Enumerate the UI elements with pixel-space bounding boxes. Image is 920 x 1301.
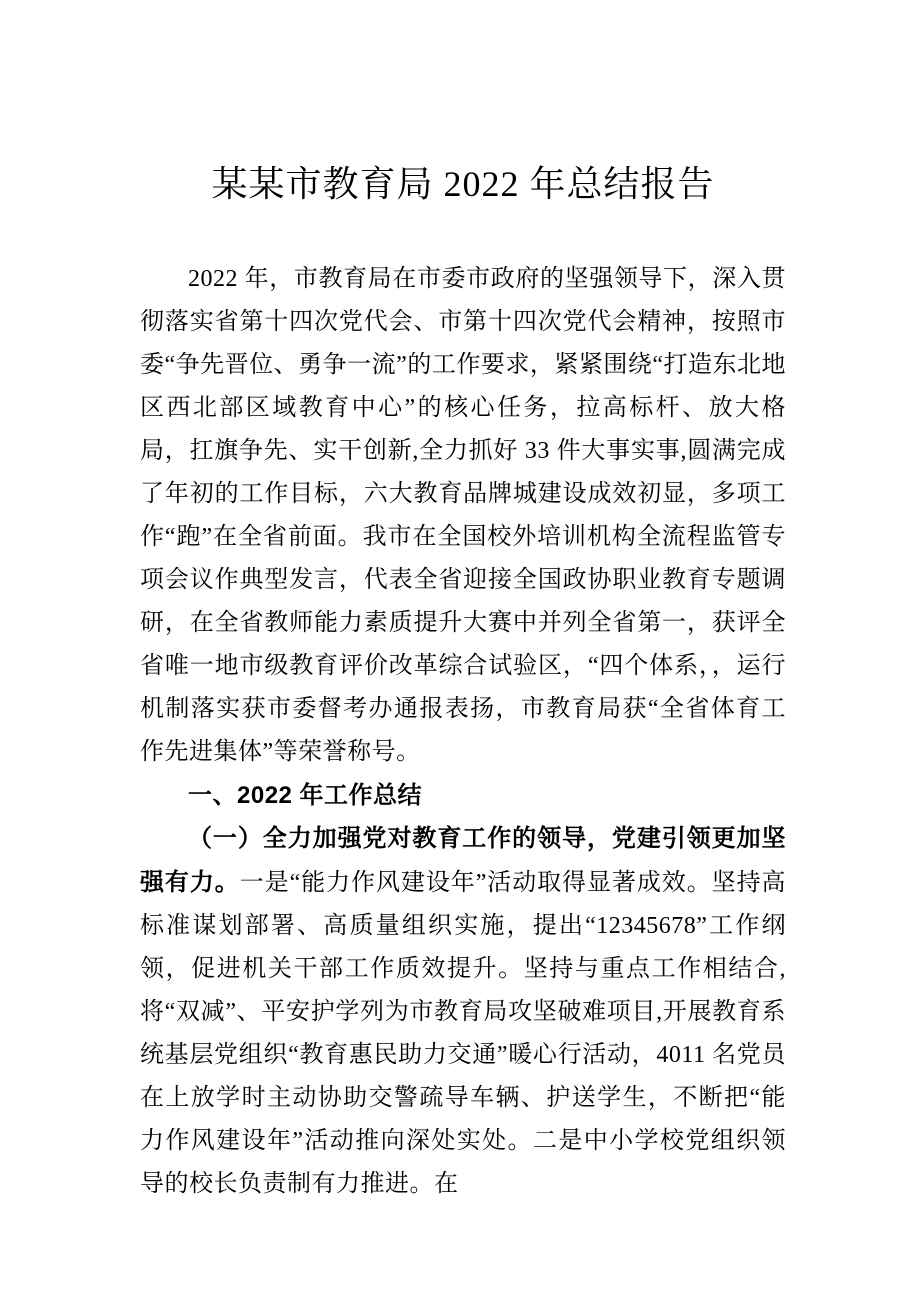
paragraph-section-1-body-text: 一是“能力作风建设年”活动取得显著成效。坚持高标准谋划部署、高质量组织实施，提出“12345678”工作纲领，促进机关干部工作质效提升。坚持与重点工作相结合,将“双减”、平安护学列为市教育局攻坚破难项目,开展教育系统基层党组织“教育惠民助力交通”暖心行活动，4011 名党员在上放学时主动协助交警疏导车辆、护送学生，不断把“能力作风建设年”活动推向深处实处。二是中小学校党组织领导的校长负责制有力推进。在 xyxy=(140,870,787,1197)
paragraph-section-1 xyxy=(140,817,786,1206)
paragraph-section-1-bold-lead: （一）全力加强党对教育工作的领导，党建引领更加坚强有力。 xyxy=(140,825,786,896)
document-content xyxy=(140,158,786,1206)
section-heading-2022-summary: 一、2022 年工作总结 xyxy=(188,782,423,809)
paragraph-intro: 2022 年，市教育局在市委市政府的坚强领导下，深入贯彻落实省第十四次党代会、市第十四次党代会精神，按照市委“争先晋位、勇争一流”的工作要求，紧紧围绕“打造东北地区西北部区域教育中心”的核心任务，拉高标杆、放大格局，扛旗争先、实干创新,全力抓好 33 件大事实事,圆满完成了年初的工作目标，六大教育品牌城建设成效初显，多项工作“跑”在全省前面。我市在全国校外培训机构全流程监管专项会议作典型发言，代表全省迎接全国政协职业教育专题调研，在全省教师能力素质提升大赛中并列全省第一，获评全省唯一地市级教育评价改革综合试验区，“四个体系，，运行机制落实获市委督考办通报表扬，市教育局获“全省体育工作先进集体”等荣誉称号。 xyxy=(140,266,786,765)
document-title: 某某市教育局 2022 年总结报告 xyxy=(211,164,715,204)
